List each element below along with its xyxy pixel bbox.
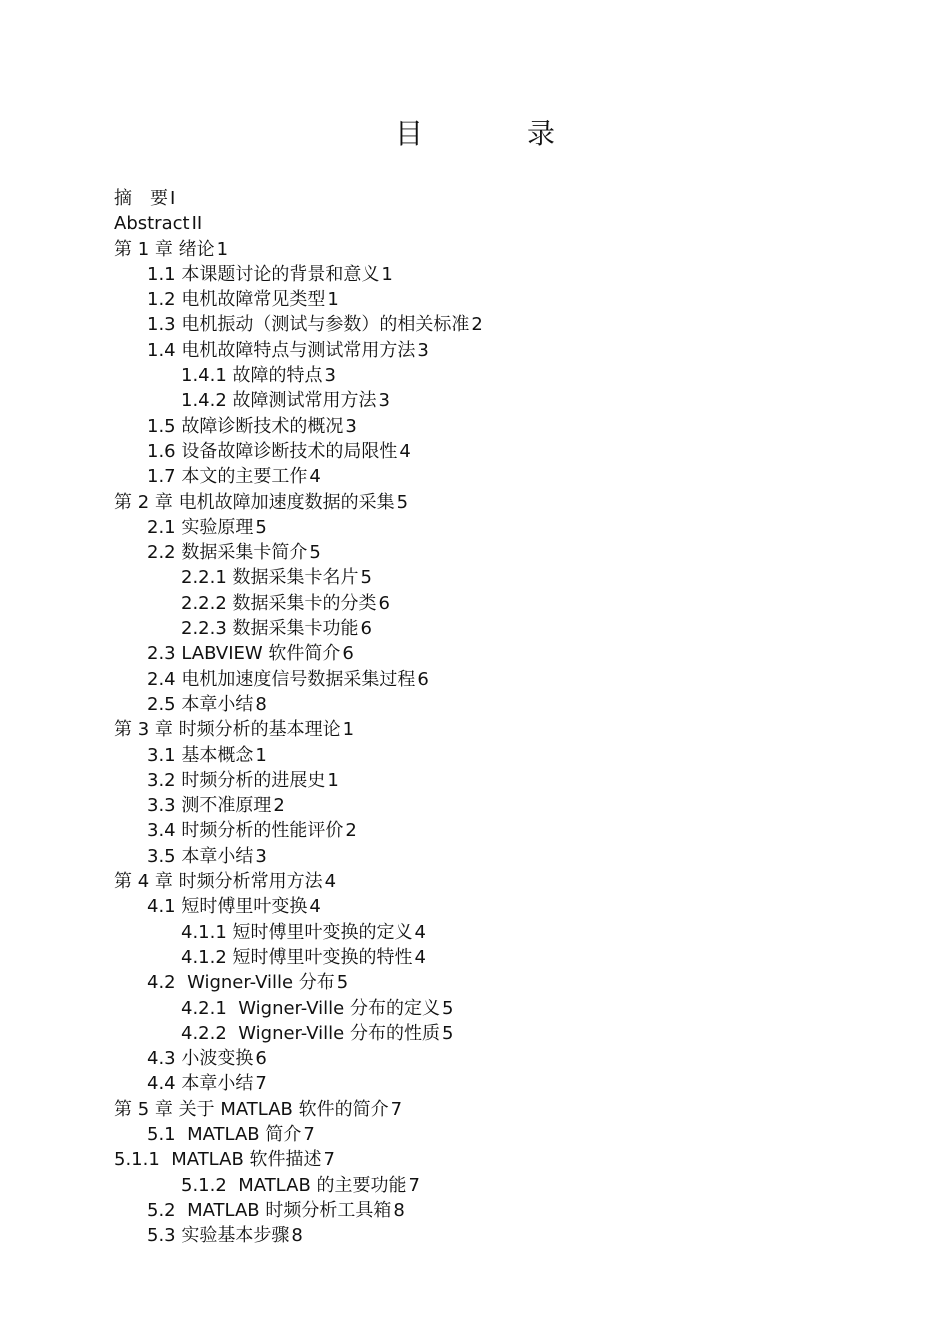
page-title: 目 录 [394,117,593,150]
toc-entry[interactable] [114,1071,894,1096]
toc-entry[interactable] [114,312,894,337]
toc-entry-title: 5.1 MATLAB 简介 [147,1123,302,1145]
toc-entry-title: 3.5 本章小结 [147,845,254,867]
toc-entry[interactable] [114,667,894,692]
toc-entry-page-number: 7 [255,1073,267,1095]
toc-entry-title: 1.1 本课题讨论的背景和意义 [147,263,380,285]
toc-entry[interactable] [114,641,894,666]
toc-entry-title: 2.2.1 数据采集卡名片 [181,567,359,589]
toc-entry-title: 1.4.2 故障测试常用方法 [181,390,377,412]
toc-entry-page-number: 3 [417,339,429,361]
toc-entry[interactable] [114,743,894,768]
toc-entry-page-number: 4 [399,440,411,462]
toc-entry[interactable] [114,920,894,945]
toc-entry-title: 2.2.2 数据采集卡的分类 [181,592,377,614]
toc-entry[interactable] [114,211,894,236]
toc-entry[interactable] [114,540,894,565]
toc-entry[interactable] [114,237,894,262]
toc-entry-page-number: 5 [309,542,321,564]
toc-entry-page-number: 3 [255,845,267,867]
toc-entry-title: 3.3 测不准原理 [147,795,272,817]
toc-entry-page-number: 1 [255,744,267,766]
toc-entry[interactable] [114,616,894,641]
toc-entry-title: 2.5 本章小结 [147,693,254,715]
toc-entry[interactable] [114,1097,894,1122]
toc-entry-page-number: I [170,188,176,209]
toc-entry-page-number: 6 [342,643,354,665]
toc-entry[interactable] [114,1021,894,1046]
toc-entry[interactable] [114,818,894,843]
toc-entry-title: 4.2.1 Wigner-Ville 分布的定义 [181,997,440,1019]
toc-entry-title: 1.4 电机故障特点与测试常用方法 [147,339,416,361]
toc-entry-page-number: 5 [336,972,349,994]
toc-entry-page-number: 2 [345,820,357,842]
toc-entry-title: 2.4 电机加速度信号数据采集过程 [147,668,416,690]
toc-entry[interactable] [114,338,894,363]
toc-entry-page-number: 5 [441,997,454,1019]
toc-entry-title: 4.1.1 短时傅里叶变换的定义 [181,921,413,943]
toc-entry-page-number: 2 [471,314,483,336]
toc-entry[interactable] [114,844,894,869]
toc-entry-title: 5.1.2 MATLAB 的主要功能 [181,1174,407,1196]
toc-entry-page-number: 3 [345,415,357,437]
toc-entry[interactable] [114,717,894,742]
toc-entry-page-number: 1 [216,238,229,260]
toc-entry-page-number: 5 [441,1022,454,1044]
toc-entry-page-number: 4 [414,921,426,943]
toc-entry-page-number: 4 [309,896,321,918]
toc-entry-title: 3.2 时频分析的进展史 [147,769,326,791]
toc-entry-title: 2.2.3 数据采集卡功能 [181,618,359,640]
toc-entry[interactable] [114,464,894,489]
toc-entry-title: 2.1 实验原理 [147,516,254,538]
toc-entry-page-number: II [191,213,203,235]
toc-entry-page-number: 8 [291,1225,303,1247]
toc-entry-page-number: 1 [327,289,339,311]
toc-entry-title: 第 4 章 时频分析常用方法 [114,871,323,893]
toc-entry-page-number: 7 [390,1098,403,1120]
toc-entry[interactable] [114,894,894,919]
toc-entry[interactable] [114,1198,894,1223]
toc-entry-page-number: 7 [408,1174,420,1196]
toc-entry[interactable] [114,768,894,793]
toc-entry[interactable] [114,515,894,540]
toc-entry-title: 1.7 本文的主要工作 [147,466,308,488]
toc-entry[interactable] [114,490,894,515]
toc-entry-title: 4.1 短时傅里叶变换 [147,896,308,918]
toc-entry[interactable] [114,565,894,590]
toc-entry-page-number: 2 [273,795,285,817]
toc-entry[interactable] [114,363,894,388]
toc-entry[interactable] [114,262,894,287]
toc-entry-title: 4.4 本章小结 [147,1073,254,1095]
toc-entry-title: 1.3 电机振动（测试与参数）的相关标准 [147,314,470,336]
toc-entry[interactable] [114,1147,894,1172]
toc-entry-page-number: 3 [324,365,336,387]
toc-entry-title: 1.6 设备故障诊断技术的局限性 [147,440,398,462]
toc-entry[interactable] [114,869,894,894]
toc-entry[interactable] [114,1122,894,1147]
toc-entry-title: 4.2.2 Wigner-Ville 分布的性质 [181,1022,440,1044]
toc-entry-page-number: 5 [396,491,409,513]
toc-entry[interactable] [114,591,894,616]
toc-entry[interactable] [114,692,894,717]
toc-entry-page-number: 5 [255,516,267,538]
toc-entry-page-number: 4 [324,871,337,893]
toc-entry-page-number: 1 [327,769,339,791]
toc-entry-page-number: 4 [414,946,426,968]
toc-entry-title: 1.2 电机故障常见类型 [147,289,326,311]
toc-entry-title: 摘 要 [114,188,168,209]
toc-entry-page-number: 1 [381,263,393,285]
toc-entry-page-number: 8 [255,693,267,715]
toc-entry-title: 第 3 章 时频分析的基本理论 [114,719,341,741]
table-of-contents [114,186,894,1248]
toc-entry[interactable] [114,996,894,1021]
toc-entry[interactable] [114,1223,894,1248]
toc-entry-title: 1.5 故障诊断技术的概况 [147,415,344,437]
toc-entry[interactable] [114,439,894,464]
toc-entry-page-number: 5 [360,567,372,589]
toc-entry-page-number: 7 [303,1123,315,1145]
toc-entry-title: 4.1.2 短时傅里叶变换的特性 [181,946,413,968]
toc-entry-title: 5.3 实验基本步骤 [147,1225,290,1247]
toc-entry[interactable] [114,186,894,211]
toc-entry[interactable] [114,1046,894,1071]
toc-entry-page-number: 6 [255,1048,267,1070]
toc-entry[interactable] [114,970,894,995]
toc-entry-page-number: 1 [342,719,355,741]
toc-entry-title: 5.1.1 MATLAB 软件描述 [114,1149,322,1171]
toc-entry-title: 1.4.1 故障的特点 [181,365,323,387]
toc-entry-page-number: 6 [378,592,390,614]
toc-entry-page-number: 6 [417,668,429,690]
toc-entry-title: 2.3 LABVIEW 软件简介 [147,643,341,665]
toc-entry-page-number: 8 [393,1199,405,1221]
toc-entry-page-number: 3 [378,390,390,412]
toc-entry[interactable] [114,287,894,312]
toc-entry-title: 3.1 基本概念 [147,744,254,766]
toc-entry[interactable] [114,388,894,413]
toc-entry-title: 4.3 小波变换 [147,1048,254,1070]
toc-entry-page-number: 4 [309,466,321,488]
toc-entry-title: 2.2 数据采集卡简介 [147,542,308,564]
toc-entry-title: 第 2 章 电机故障加速度数据的采集 [114,491,395,513]
toc-entry-title: 5.2 MATLAB 时频分析工具箱 [147,1199,392,1221]
toc-entry-page-number: 6 [360,618,372,640]
toc-entry-page-number: 7 [323,1149,335,1171]
toc-entry-title: 第 5 章 关于 MATLAB 软件的简介 [114,1098,389,1120]
toc-entry-title: 第 1 章 绪论 [114,238,215,260]
toc-entry[interactable] [114,793,894,818]
toc-entry-title: 3.4 时频分析的性能评价 [147,820,344,842]
toc-entry[interactable] [114,1173,894,1198]
toc-entry[interactable] [114,945,894,970]
toc-entry[interactable] [114,414,894,439]
toc-entry-title: Abstract [114,213,190,235]
toc-entry-title: 4.2 Wigner-Ville 分布 [147,972,335,994]
